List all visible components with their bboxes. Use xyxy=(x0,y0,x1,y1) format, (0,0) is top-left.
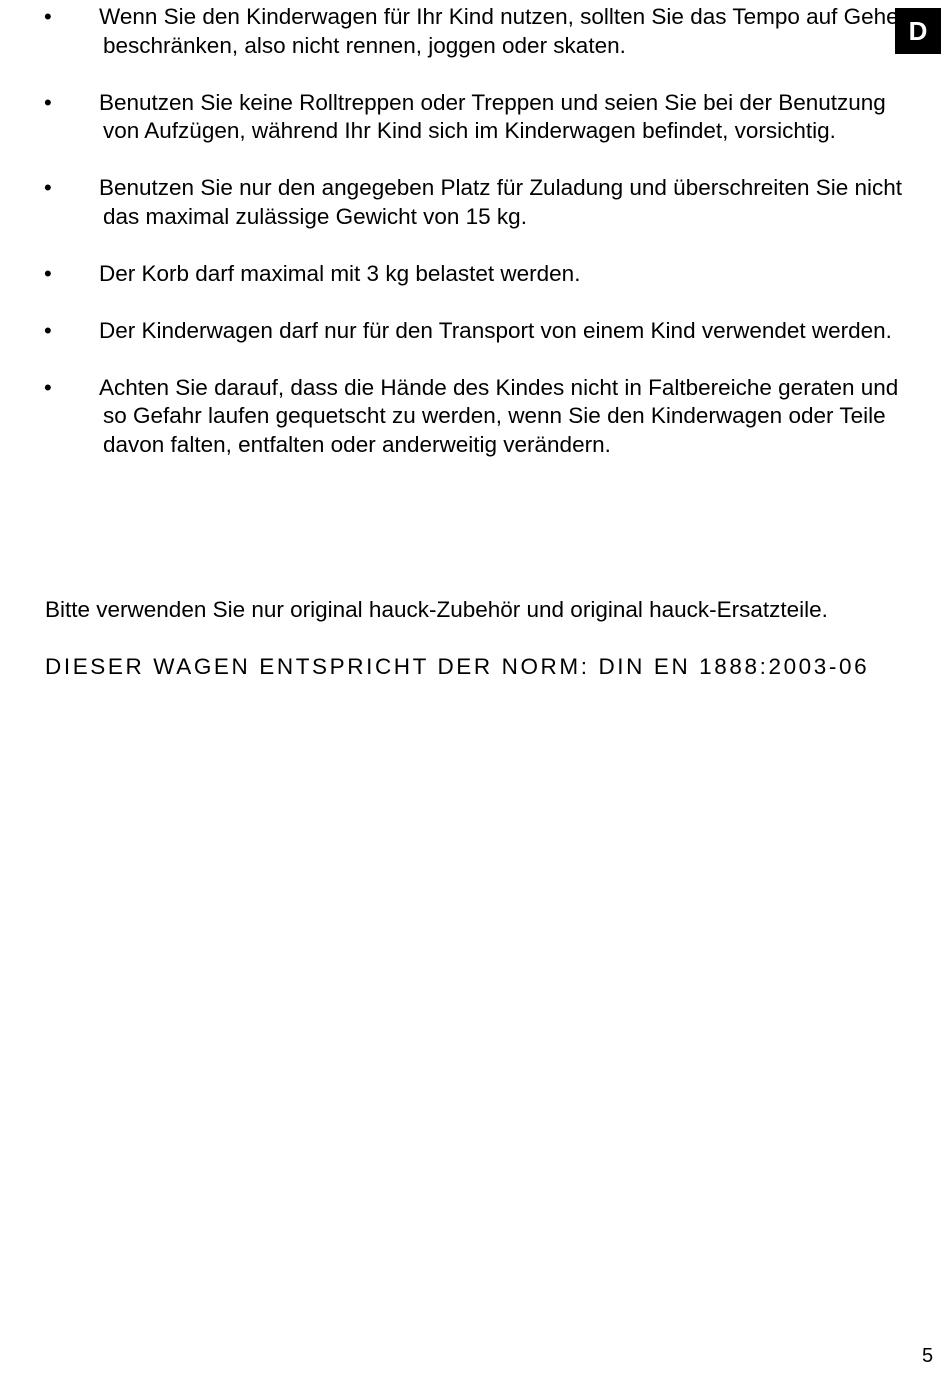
bullet-icon: • xyxy=(44,260,52,286)
bullet-icon: • xyxy=(44,317,52,343)
accessories-note: Bitte verwenden Sie nur original hauck-Zubehör und original hauck-Ersatzteile. xyxy=(45,597,828,622)
list-item xyxy=(0,174,950,231)
instruction-text: Benutzen Sie nur den angegeben Platz für Zuladung und überschreiten Sie nicht das maximal zulässige Gewicht von 15 kg. xyxy=(99,175,903,229)
list-item xyxy=(0,317,950,346)
bullet-icon: • xyxy=(44,89,52,115)
bullet-icon: • xyxy=(44,175,52,200)
instruction-text: Der Korb darf maximal mit 3 kg belastet werden. xyxy=(99,260,581,286)
list-item xyxy=(0,89,950,146)
bullet-icon: • xyxy=(44,4,52,29)
language-badge: D xyxy=(895,8,941,54)
instruction-text: Benutzen Sie keine Rolltreppen oder Treppen und seien Sie bei der Benutzung von Aufzügen, während Ihr Kind sich im Kinderwagen befindet, vorsichtig. xyxy=(99,89,886,143)
list-item xyxy=(0,260,950,289)
list-item xyxy=(0,3,950,60)
instruction-text: Achten Sie darauf, dass die Hände des Kindes nicht in Faltbereiche geraten und so Gefahr laufen gequetscht zu werden, wenn Sie den Kinderwagen oder Teile davon falten, entfalten oder anderweitig verändern. xyxy=(99,374,899,457)
page-number: 5 xyxy=(922,1345,934,1367)
instruction-text: Der Kinderwagen darf nur für den Transport von einem Kind verwendet werden. xyxy=(99,317,892,343)
safety-instructions-list xyxy=(0,3,950,488)
instruction-text: Wenn Sie den Kinderwagen für Ihr Kind nutzen, sollten Sie das Tempo auf Gehen beschränken, also nicht rennen, joggen oder skaten. xyxy=(99,4,912,58)
norm-statement: DIESER WAGEN ENTSPRICHT DER NORM: DIN EN 1888:2003-06 xyxy=(45,654,870,679)
list-item xyxy=(0,374,950,460)
bullet-icon: • xyxy=(44,374,52,400)
